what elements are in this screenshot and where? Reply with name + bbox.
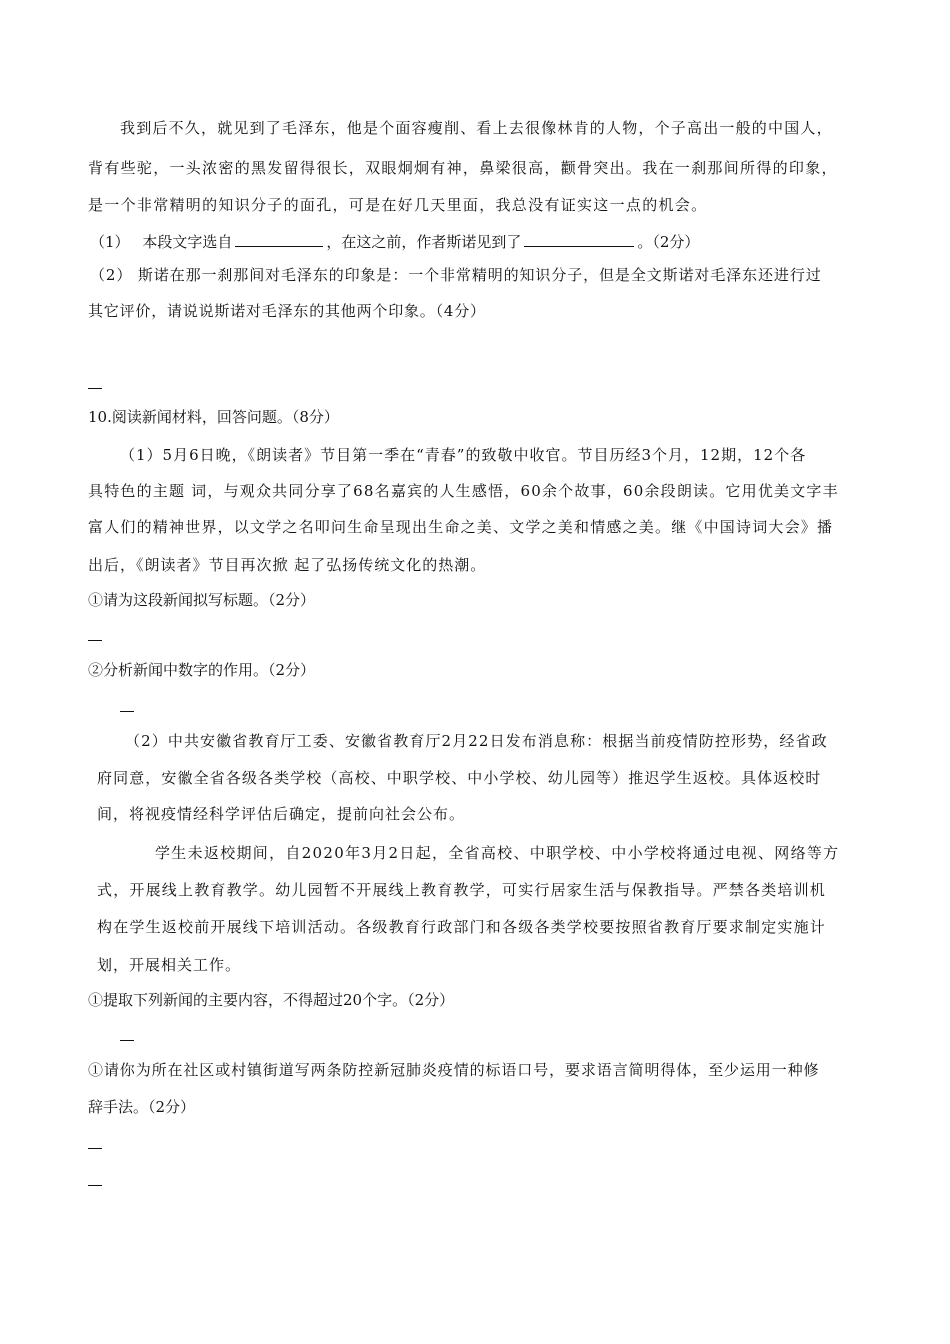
news1-line-3: 富人们的精神世界，以文学之名叩问生命呈现出生命之美、文学之美和情感之美。继《中国诗词大会》播 (88, 518, 834, 536)
news2-line-5: 式，开展线上教育教学。幼儿园暂不开展线上教育教学，可实行居家生活与保教指导。严禁各类培训机 (97, 881, 827, 899)
news1-line-2: 具特色的主题 词，与观众共同分享了68名嘉宾的人生感悟，60余个故事，60余段朗读。它用优美文字丰 (88, 482, 839, 500)
answer-blank-2[interactable] (524, 230, 634, 247)
answer-blank-1[interactable] (235, 230, 323, 247)
answer-line-sub1[interactable] (88, 640, 102, 641)
news1-line-1: （1）5月6日晚，《朗读者》节目第一季在“青春”的致敬中收官。节目历经3个月，12期，12个各 (120, 446, 807, 464)
q10-title: 10.阅读新闻材料，回答问题。（8分） (88, 408, 339, 426)
news2-line-3: 间，将视疫情经科学评估后确定，提前向社会公布。 (97, 805, 466, 823)
news2-line-2: 府同意，安徽全省各级各类学校（高校、中职学校、中小学校、幼儿园等）推迟学生返校。具体返校时 (97, 769, 822, 787)
news2-line-7: 划，开展相关工作。 (97, 956, 242, 974)
q10-sub1: ①请为这段新闻拟写标题。（2分） (88, 591, 316, 609)
q10-sub3: ①提取下列新闻的主要内容，不得超过20个字。（2分） (88, 991, 455, 1009)
q9-part1 (90, 230, 699, 252)
news2-line-6: 构在学生返校前开展线下培训活动。各级教育行政部门和各级各类学校要按照省教育厅要求制定实施计 (97, 918, 827, 936)
answer-line-sub2[interactable] (120, 711, 134, 712)
passage-line-2: 背有些驼，一头浓密的黑发留得很长，双眼炯炯有神，鼻梁很高，颧骨突出。我在一刹那间所得的印象， (88, 159, 838, 177)
q9-part2-line-2: 其它评价，请说说斯诺对毛泽东的其他两个印象。（4分） (88, 302, 486, 320)
q9-part1-number: （1） (90, 233, 130, 251)
q9-part1-text-c: 。（2分） (637, 233, 700, 251)
answer-line-sub4-b[interactable] (88, 1185, 102, 1186)
q10-sub4-line-1: ①请你为所在社区或村镇街道写两条防控新冠肺炎疫情的标语口号，要求语言简明得体，至少运用一种修 (88, 1061, 820, 1079)
answer-line-sub3[interactable] (120, 1040, 134, 1041)
passage-line-3: 是一个非常精明的知识分子的面孔，可是在好几天里面，我总没有证实这一点的机会。 (88, 196, 708, 214)
q9-part1-text-a: 本段文字选自 (142, 233, 233, 251)
news2-line-1: （2）中共安徽省教育厅工委、安徽省教育厅2月22日发布消息称：根据当前疫情防控形势，经省政 (125, 732, 828, 750)
news2-line-4: 学生未返校期间，自2020年3月2日起，全省高校、中职学校、中小学校将通过电视、网络等方 (155, 844, 840, 862)
q9-part2-line-1: （2） 斯诺在那一刹那间对毛泽东的印象是：一个非常精明的知识分子，但是全文斯诺对毛泽东还进行过 (90, 266, 822, 284)
q10-sub4-line-2: 辞手法。（2分） (88, 1098, 196, 1116)
passage-line-1: 我到后不久，就见到了毛泽东，他是个面容瘦削、看上去很像林肯的人物，个子高出一般的中国人， (120, 119, 833, 137)
answer-line-sub4-a[interactable] (88, 1148, 102, 1149)
q9-part1-text-b: ，在这之前，作者斯诺见到了 (326, 233, 522, 251)
q10-sub2: ②分析新闻中数字的作用。（2分） (88, 661, 316, 679)
news1-line-4: 出后，《朗读者》节目再次掀 起了弘扬传统文化的热潮。 (88, 556, 487, 574)
answer-line-q9[interactable] (88, 388, 102, 389)
